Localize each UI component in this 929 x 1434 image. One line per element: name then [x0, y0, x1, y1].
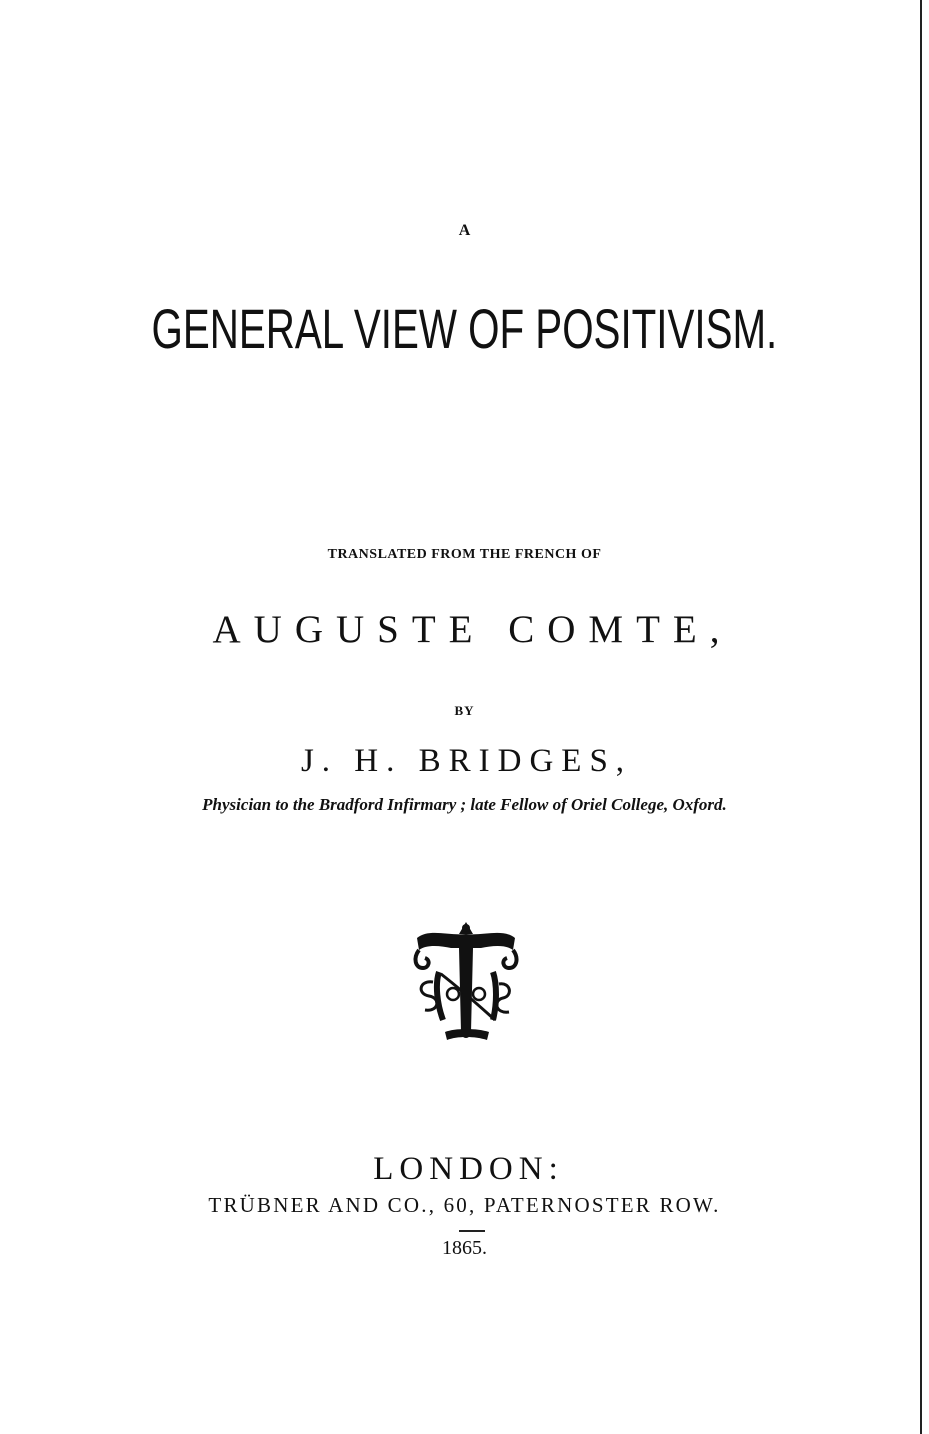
- author-name: AUGUSTE COMTE,: [212, 608, 733, 651]
- title-article: A: [458, 222, 471, 239]
- translated-from-line: TRANSLATED FROM THE FRENCH OF: [327, 547, 602, 562]
- by-line: BY: [454, 703, 475, 718]
- publisher-monogram-icon: [409, 920, 523, 1048]
- publisher-address: TRÜBNER AND CO., 60, PATERNOSTER ROW.: [208, 1193, 721, 1217]
- translator-name: J. H. BRIDGES,: [300, 743, 633, 779]
- publication-year: 1865.: [442, 1237, 487, 1259]
- translator-credentials: Physician to the Bradford Infirmary ; late Fellow of Oriel College, Oxford.: [202, 795, 727, 814]
- publication-city: LONDON:: [373, 1151, 564, 1187]
- book-title: GENERAL VIEW OF POSITIVISM.: [151, 297, 778, 360]
- short-rule: [459, 1230, 485, 1232]
